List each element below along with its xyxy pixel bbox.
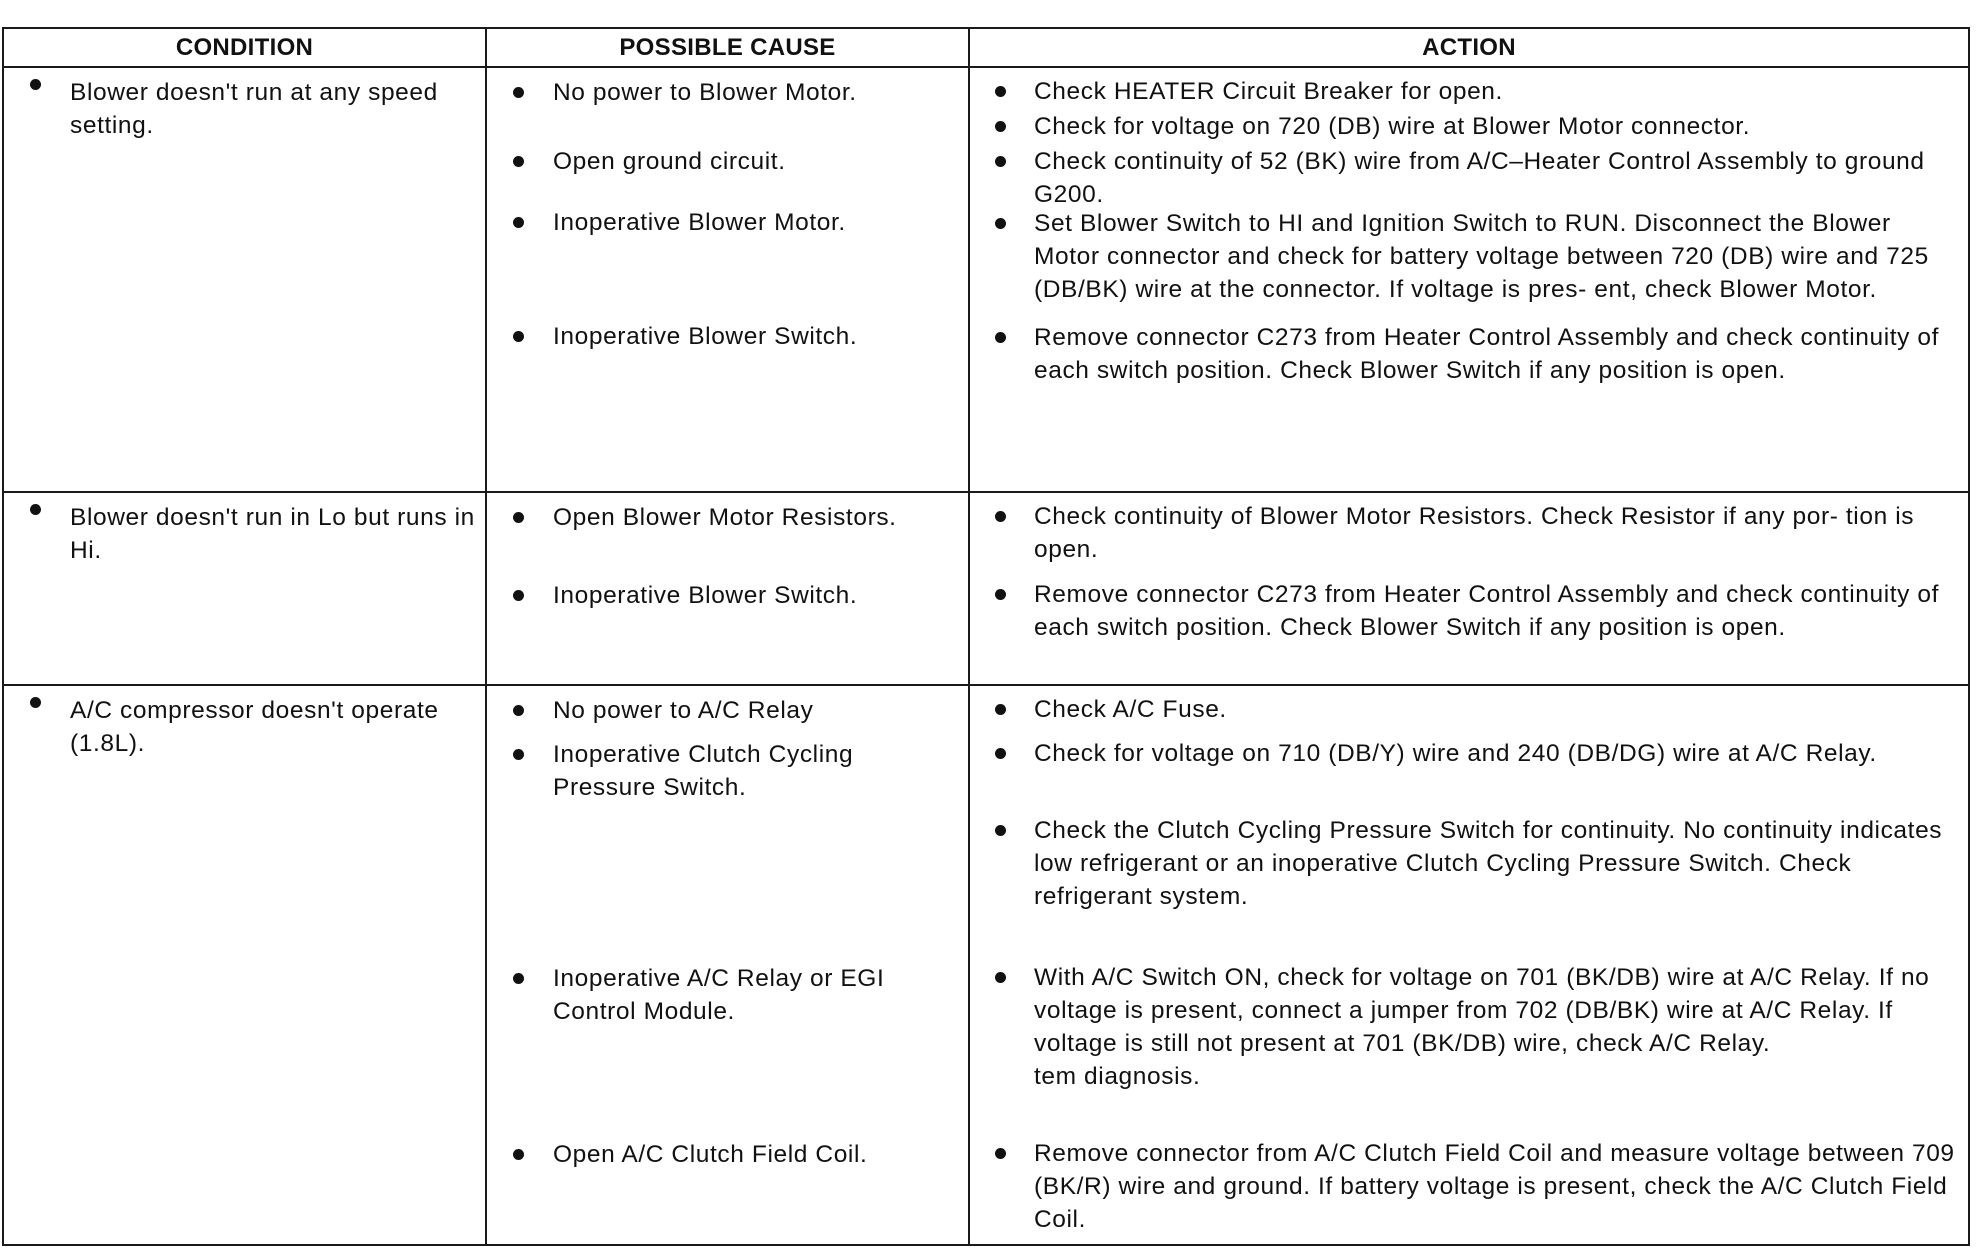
bullet-icon bbox=[30, 79, 41, 90]
action-item bbox=[970, 578, 1968, 644]
bullet-icon bbox=[513, 973, 524, 984]
cause-text: No power to A/C Relay bbox=[553, 697, 814, 724]
diagnosis-table bbox=[2, 27, 1970, 1246]
action-item bbox=[970, 693, 1968, 726]
bullet-icon bbox=[513, 87, 524, 98]
header-condition: CONDITION bbox=[3, 28, 486, 67]
bullet-icon bbox=[513, 749, 524, 760]
header-possible-cause: POSSIBLE CAUSE bbox=[486, 28, 969, 67]
action-text: Check for voltage on 720 (DB) wire at Blower Motor connector. bbox=[1034, 113, 1751, 140]
table-row bbox=[3, 685, 1969, 1245]
cause-item bbox=[487, 206, 968, 239]
action-text: Check A/C Fuse. bbox=[1034, 696, 1227, 723]
bullet-icon bbox=[995, 86, 1006, 97]
cause-text: Inoperative A/C Relay or EGI Control Module. bbox=[553, 965, 885, 1025]
cause-item bbox=[487, 501, 968, 534]
cause-item bbox=[487, 962, 968, 1028]
action-text: tem diagnosis. bbox=[1034, 1063, 1201, 1090]
bullet-icon bbox=[513, 590, 524, 601]
action-text: Check continuity of Blower Motor Resistors. Check Resistor if any por- tion is open. bbox=[1034, 503, 1915, 563]
bullet-icon bbox=[995, 218, 1006, 229]
cause-text: Inoperative Blower Switch. bbox=[553, 582, 858, 609]
condition-cell bbox=[3, 492, 486, 685]
bullet-icon bbox=[995, 589, 1006, 600]
bullet-icon bbox=[995, 121, 1006, 132]
action-text: Check the Clutch Cycling Pressure Switch for continuity. No continuity indicates low refrigerant or an inoperative Clutch Cycling Pressure Switch. Check refrigerant system. bbox=[1034, 817, 1943, 910]
bullet-icon bbox=[513, 705, 524, 716]
bullet-icon bbox=[513, 331, 524, 342]
cause-cell bbox=[486, 492, 969, 685]
condition-text: A/C compressor doesn't operate (1.8L). bbox=[70, 697, 439, 757]
bullet-icon bbox=[513, 1149, 524, 1160]
action-item bbox=[970, 961, 1968, 1093]
condition-cell bbox=[3, 685, 486, 1245]
cause-text: Inoperative Blower Switch. bbox=[553, 323, 858, 350]
bullet-icon bbox=[995, 704, 1006, 715]
cause-item bbox=[487, 579, 968, 612]
condition-item bbox=[4, 686, 485, 760]
action-item bbox=[970, 145, 1968, 211]
bullet-icon bbox=[995, 1148, 1006, 1159]
bullet-icon bbox=[995, 748, 1006, 759]
bullet-icon bbox=[995, 825, 1006, 836]
action-text: With A/C Switch ON, check for voltage on 701 (BK/DB) wire at A/C Relay. If no voltage is present, connect a jumper from 702 (DB/BK) wire at A/C Relay. If voltage is still not present at 701 (BK/DB) wire, check A/C Relay. bbox=[1034, 964, 1930, 1057]
bullet-icon bbox=[995, 156, 1006, 167]
condition-text: Blower doesn't run in Lo but runs in Hi. bbox=[70, 504, 475, 564]
action-text: Remove connector C273 from Heater Control Assembly and check continuity of each switch position. Check Blower Switch if any position is open. bbox=[1034, 581, 1940, 641]
cause-item bbox=[487, 76, 968, 109]
action-text: Remove connector from A/C Clutch Field Coil and measure voltage between 709 (BK/R) wire and ground. If battery voltage is present, check the A/C Clutch Field Coil. bbox=[1034, 1140, 1955, 1233]
cause-item bbox=[487, 145, 968, 178]
condition-item bbox=[4, 68, 485, 142]
table-row bbox=[3, 67, 1969, 492]
action-item bbox=[970, 737, 1968, 770]
table-row bbox=[3, 492, 1969, 685]
bullet-icon bbox=[995, 972, 1006, 983]
header-row bbox=[3, 28, 1969, 67]
cause-text: Inoperative Clutch Cycling Pressure Switch. bbox=[553, 741, 854, 801]
action-cell bbox=[969, 67, 1969, 492]
cause-text: No power to Blower Motor. bbox=[553, 79, 857, 106]
cause-text: Open A/C Clutch Field Coil. bbox=[553, 1141, 868, 1168]
cause-cell bbox=[486, 67, 969, 492]
action-text: Remove connector C273 from Heater Control Assembly and check continuity of each switch position. Check Blower Switch if any position is open. bbox=[1034, 324, 1940, 384]
condition-item bbox=[4, 493, 485, 567]
cause-item bbox=[487, 694, 968, 727]
cause-item bbox=[487, 320, 968, 353]
action-item bbox=[970, 321, 1968, 387]
cause-item bbox=[487, 1138, 968, 1171]
action-text: Check for voltage on 710 (DB/Y) wire and 240 (DB/DG) wire at A/C Relay. bbox=[1034, 740, 1877, 767]
action-item bbox=[970, 75, 1968, 108]
cause-text: Open Blower Motor Resistors. bbox=[553, 504, 897, 531]
bullet-icon bbox=[30, 504, 41, 515]
bullet-icon bbox=[30, 697, 41, 708]
cause-text: Inoperative Blower Motor. bbox=[553, 209, 846, 236]
action-text: Check HEATER Circuit Breaker for open. bbox=[1034, 78, 1503, 105]
action-item bbox=[970, 1137, 1968, 1236]
bullet-icon bbox=[513, 512, 524, 523]
action-text: Set Blower Switch to HI and Ignition Switch to RUN. Disconnect the Blower Motor connector and check for battery voltage between 720 (DB) wire and 725 (DB/BK) wire at the connector. If voltage is pres- ent, check Blower Motor. bbox=[1034, 210, 1929, 303]
action-item bbox=[970, 500, 1968, 566]
action-cell bbox=[969, 685, 1969, 1245]
action-cell bbox=[969, 492, 1969, 685]
action-text: Check continuity of 52 (BK) wire from A/C–Heater Control Assembly to ground G200. bbox=[1034, 148, 1925, 208]
bullet-icon bbox=[995, 511, 1006, 522]
cause-item bbox=[487, 738, 968, 804]
action-item bbox=[970, 207, 1968, 306]
bullet-icon bbox=[513, 217, 524, 228]
condition-cell bbox=[3, 67, 486, 492]
cause-cell bbox=[486, 685, 969, 1245]
condition-text: Blower doesn't run at any speed setting. bbox=[70, 79, 438, 139]
action-item bbox=[970, 110, 1968, 143]
cause-text: Open ground circuit. bbox=[553, 148, 786, 175]
header-action: ACTION bbox=[969, 28, 1969, 67]
action-item bbox=[970, 814, 1968, 913]
bullet-icon bbox=[995, 332, 1006, 343]
bullet-icon bbox=[513, 156, 524, 167]
